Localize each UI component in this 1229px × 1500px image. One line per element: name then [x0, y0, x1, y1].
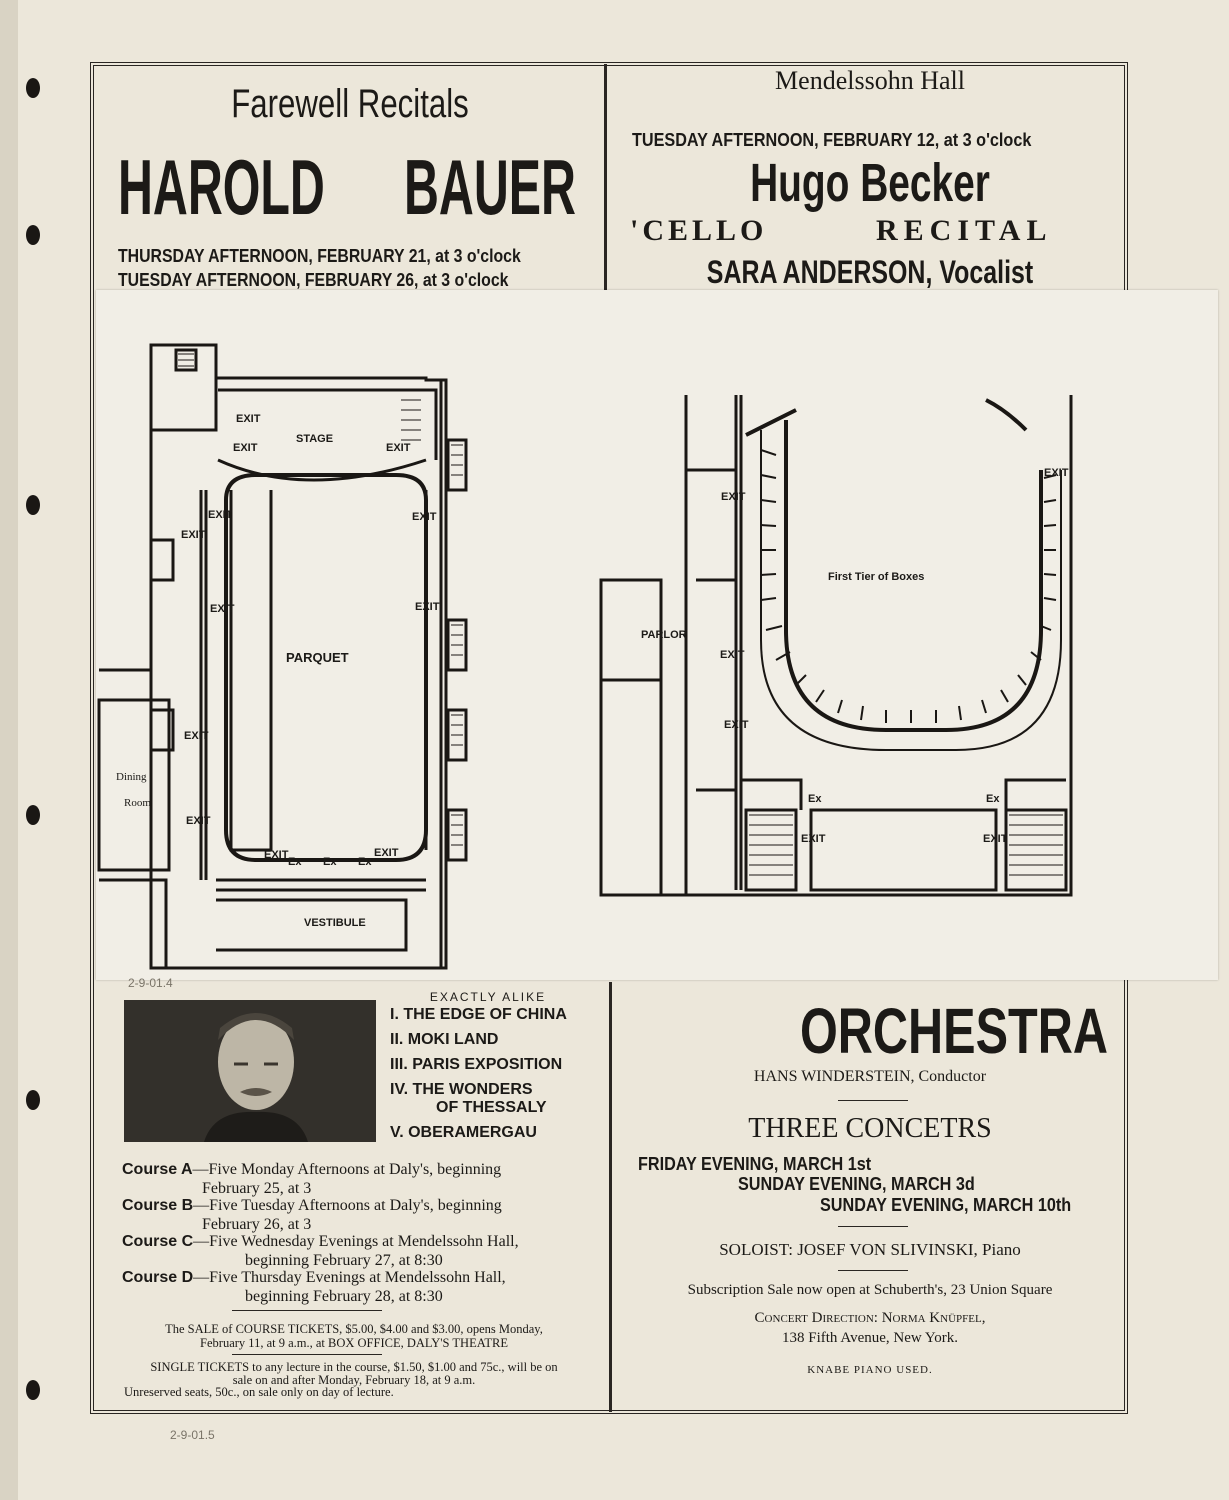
plan-exit-label: EXIT	[236, 413, 261, 425]
lecture-topic-2: II. MOKI LAND	[390, 1031, 499, 1048]
course-b: Course B—Five Tuesday Afternoons at Daly's, beginning	[122, 1197, 502, 1214]
bauer-heading: Farewell Recitals	[231, 82, 469, 126]
plan-label-vestibule: VESTIBULE	[304, 917, 366, 929]
portrait-image	[124, 1000, 376, 1142]
concert-date-1: FRIDAY EVENING, MARCH 1st	[638, 1154, 872, 1174]
pencil-note: 2-9-01.4	[128, 976, 173, 990]
orchestra-soloist: SOLOIST: JOSEF VON SLIVINSKI, Piano	[719, 1240, 1021, 1259]
rule	[232, 1310, 382, 1311]
plan-label-boxes: First Tier of Boxes	[828, 571, 925, 583]
plan-exit-label: EXIT	[208, 509, 233, 521]
plan-ex-label: Ex	[358, 856, 372, 868]
rule	[838, 1100, 908, 1101]
orchestra-subscription: Subscription Sale now open at Schuberth's, 23 Union Square	[687, 1282, 1053, 1298]
binding-hole	[26, 1090, 40, 1110]
rule	[838, 1226, 908, 1227]
plan-label-parquet: PARQUET	[286, 650, 349, 665]
orchestra-concerts: THREE CONCETRS	[748, 1113, 992, 1144]
plan-exit-label: EXIT	[720, 649, 745, 661]
orchestra-direction-1: Concert Direction: Norma Knüpfel,	[754, 1310, 986, 1326]
plan-ex-label: Ex	[986, 793, 1000, 805]
plan-exit-label: EXIT	[233, 442, 258, 454]
becker-cello-word: 'CELLO	[630, 214, 768, 247]
plan-exit-label: EXIT	[210, 603, 235, 615]
rule	[232, 1354, 382, 1355]
bauer-date-2: TUESDAY AFTERNOON, FEBRUARY 26, at 3 o'clock	[118, 270, 509, 290]
lecture-topic-4: IV. THE WONDERS	[390, 1081, 533, 1098]
course-d-line2: beginning February 28, at 8:30	[245, 1288, 443, 1305]
becker-artist: Hugo Becker	[750, 153, 990, 213]
lecturer-portrait	[124, 1000, 376, 1142]
course-d: Course D—Five Thursday Evenings at Mendelssohn Hall,	[122, 1269, 506, 1286]
column-divider	[609, 982, 612, 1412]
becker-vocalist: SARA ANDERSON, Vocalist	[706, 254, 1034, 290]
plan-exit-label: EXIT	[1044, 467, 1069, 479]
binding-hole	[26, 78, 40, 98]
orchestra-conductor: HANS WINDERSTEIN, Conductor	[753, 1068, 987, 1085]
plan-exit-label: EXIT	[181, 529, 206, 541]
plan-exit-label: EXIT	[415, 601, 440, 613]
binding-hole	[26, 805, 40, 825]
plan-exit-label: EXIT	[184, 730, 209, 742]
floor-plans-drawing	[96, 290, 1218, 980]
single-line-2: sale on and after Monday, February 18, at 9 a.m.	[232, 1373, 476, 1387]
plan-label-dining-2: Room	[124, 797, 151, 809]
binding-hole	[26, 495, 40, 515]
bauer-name-first: HAROLD	[118, 143, 325, 231]
plan-exit-label: EXIT	[724, 719, 749, 731]
concert-date-3: SUNDAY EVENING, MARCH 10th	[820, 1195, 1072, 1215]
plan-exit-label: EXIT	[264, 849, 289, 861]
pencil-note: 2-9-01.5	[170, 1428, 215, 1442]
orchestra-direction-2: 138 Fifth Avenue, New York.	[782, 1330, 958, 1346]
floor-plan-insert	[96, 290, 1218, 980]
plan-ex-label: Ex	[808, 793, 822, 805]
bauer-date-1: THURSDAY AFTERNOON, FEBRUARY 21, at 3 o'clock	[118, 246, 521, 266]
plan-label-parlor: PARLOR	[641, 629, 687, 641]
becker-date: TUESDAY AFTERNOON, FEBRUARY 12, at 3 o'clock	[632, 130, 1032, 150]
column-divider	[604, 64, 607, 294]
becker-venue: Mendelssohn Hall	[775, 66, 965, 95]
plan-exit-label: EXIT	[412, 511, 437, 523]
plan-label-dining-1: Dining	[116, 771, 147, 783]
course-c: Course C—Five Wednesday Evenings at Mendelssohn Hall,	[122, 1233, 519, 1250]
sale-line-2: February 11, at 9 a.m., at BOX OFFICE, DALY'S THEATRE	[200, 1336, 508, 1350]
plan-exit-label: EXIT	[801, 833, 826, 845]
plan-ex-label: Ex	[288, 856, 302, 868]
concert-date-2: SUNDAY EVENING, MARCH 3d	[738, 1174, 975, 1194]
orchestra-title: ORCHESTRA	[799, 995, 1108, 1067]
plan-label-stage: STAGE	[296, 433, 334, 445]
course-b-line2: February 26, at 3	[202, 1216, 312, 1233]
course-c-line2: beginning February 27, at 8:30	[245, 1252, 443, 1269]
course-a-line2: February 25, at 3	[202, 1180, 312, 1197]
lecture-topic-1: I. THE EDGE OF CHINA	[390, 1006, 567, 1023]
lecture-subtitle: EXACTLY ALIKE	[429, 990, 547, 1004]
plan-ex-label: Ex	[323, 856, 337, 868]
single-line-3: Unreserved seats, 50c., on sale only on day of lecture.	[124, 1385, 394, 1399]
course-a: Course A—Five Monday Afternoons at Daly's, beginning	[122, 1161, 502, 1178]
plan-exit-label: EXIT	[721, 491, 746, 503]
single-line-1: SINGLE TICKETS to any lecture in the course, $1.50, $1.00 and 75c., will be on	[150, 1360, 558, 1374]
bauer-name-last: BAUER	[404, 143, 576, 231]
sale-line-1: The SALE of COURSE TICKETS, $5.00, $4.00 and $3.00, opens Monday,	[165, 1322, 543, 1336]
lecture-topic-3: III. PARIS EXPOSITION	[390, 1056, 563, 1073]
binding-hole	[26, 1380, 40, 1400]
binding-hole	[26, 225, 40, 245]
lecture-topic-4b: OF THESSALY	[436, 1099, 547, 1116]
orchestra-piano: KNABE PIANO USED.	[807, 1364, 933, 1376]
lecture-topic-5: V. OBERAMERGAU	[390, 1124, 537, 1141]
plan-exit-label: EXIT	[386, 442, 411, 454]
rule	[838, 1270, 908, 1271]
plan-exit-label: EXIT	[983, 833, 1008, 845]
becker-recital-word: RECITAL	[876, 214, 1053, 247]
plan-exit-label: EXIT	[374, 847, 399, 859]
plan-exit-label: EXIT	[186, 815, 211, 827]
